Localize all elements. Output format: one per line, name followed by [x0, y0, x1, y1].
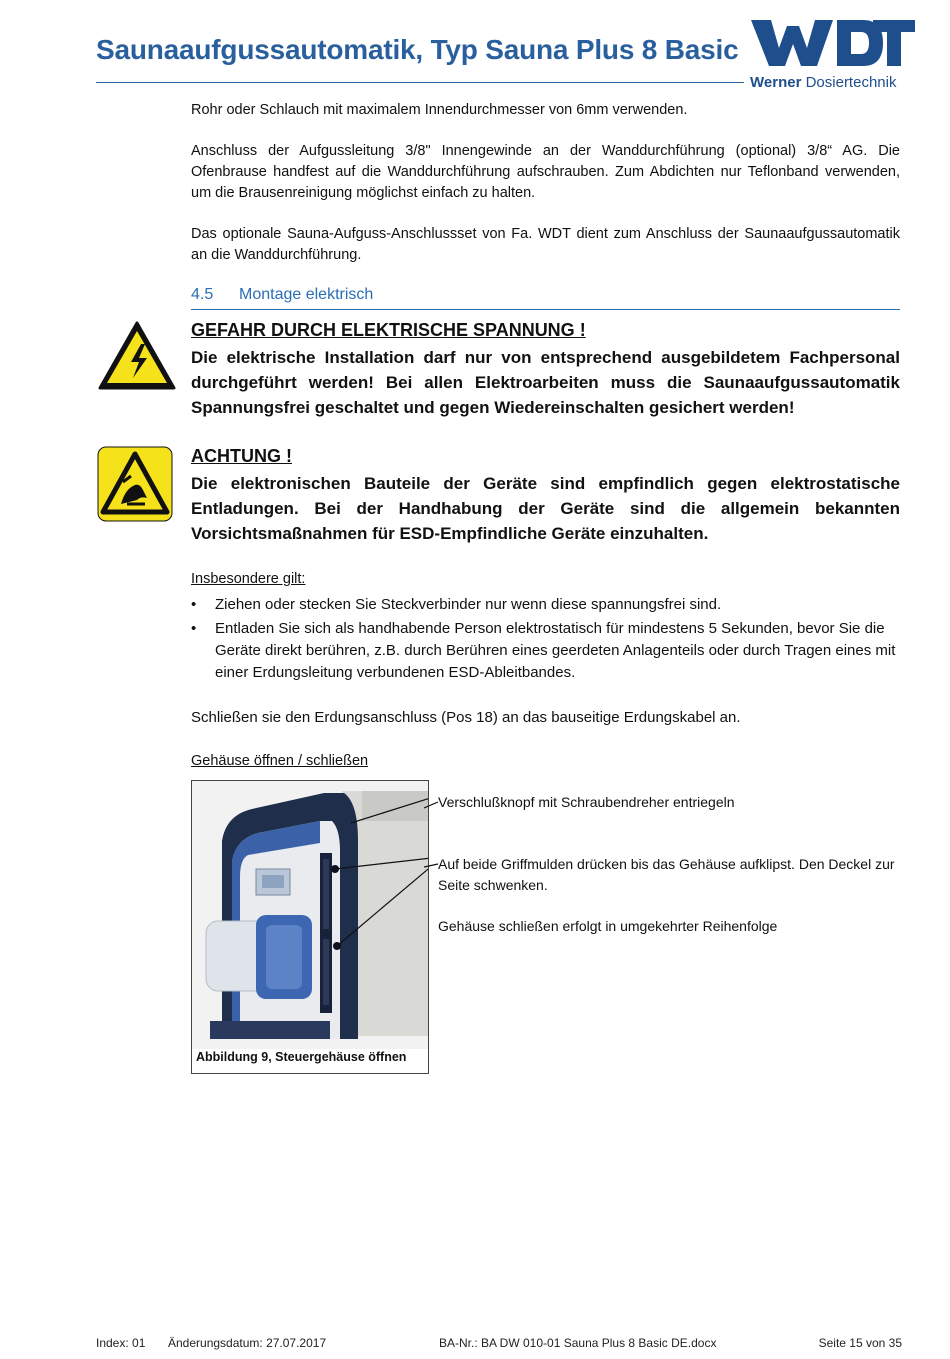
- caution-heading: ACHTUNG !: [191, 446, 292, 466]
- callout-unlock: Verschlußknopf mit Schraubendreher entriegeln: [438, 794, 735, 810]
- special-heading: Insbesondere gilt:: [191, 571, 306, 587]
- danger-text: Die elektrische Installation darf nur von entsprechend ausgebildetem Fachpersonal durchgeführt werden! Bei allen Elektroarbeiten muss die Saunaaufgussautomatik Spannungsfrei geschaltet und gegen Wiedereinschalten gesichert werden!: [191, 348, 900, 417]
- grounding-text: Schließen sie den Erdungsanschluss (Pos 18) an das bauseitige Erdungskabel an.: [191, 709, 741, 726]
- footer-page-number: Seite 15 von 35: [818, 1336, 902, 1350]
- callout-open: Auf beide Griffmulden drücken bis das Gehäuse aufklipst. Den Deckel zur Seite schwenken.: [438, 856, 895, 893]
- high-voltage-warning-icon: [97, 320, 177, 392]
- section-title: Montage elektrisch: [239, 286, 374, 303]
- danger-heading: GEFAHR DURCH ELEKTRISCHE SPANNUNG !: [191, 320, 586, 340]
- header-divider: [96, 82, 744, 83]
- figure-frame: [191, 780, 429, 1074]
- housing-heading: Gehäuse öffnen / schließen: [191, 753, 369, 769]
- figure-caption: Abbildung 9, Steuergehäuse öffnen: [196, 1050, 407, 1064]
- controller-housing-photo: [192, 781, 428, 1049]
- paragraph-connection-set: Das optionale Sauna-Aufguss-Anschlussset von Fa. WDT dient zum Anschluss der Saunaaufgussautomatik an die Wanddurchführung.: [191, 226, 900, 263]
- bullet-icon: •: [191, 620, 197, 637]
- page-title: Saunaaufgussautomatik, Typ Sauna Plus 8 Basic: [96, 34, 739, 65]
- caution-text: Die elektronischen Bauteile der Geräte sind empfindlich gegen elektrostatische Entladungen. Bei der Handhabung der Geräte sind die allgemein bekannten Vorsichtsmaßnahmen für ESD-Empfindliche Geräte einzuhalten.: [191, 474, 900, 543]
- footer-doc-number: BA-Nr.: BA DW 010-01 Sauna Plus 8 Basic DE.docx: [439, 1336, 717, 1350]
- footer-change-date: Änderungsdatum: 27.07.2017: [168, 1336, 327, 1350]
- paragraph-pipe: Rohr oder Schlauch mit maximalem Innendurchmesser von 6mm verwenden.: [191, 102, 688, 118]
- section-number: 4.5: [191, 286, 214, 303]
- section-heading: [191, 286, 373, 304]
- footer-index: Index: 01: [96, 1336, 146, 1350]
- paragraph-connection: Anschluss der Aufgussleitung 3/8" Innengewinde an der Wanddurchführung (optional) 3/8“ AG. Die Ofenbrause handfest auf die Wanddurchführung aufschrauben. Zum Abdichten nur Teflonband verwenden, um die Brausenreinigung möglichst einfach zu halten.: [191, 143, 900, 201]
- company-name: Werner Dosiertechnik: [750, 74, 897, 91]
- esd-warning-icon: [97, 446, 173, 522]
- section-divider: [191, 309, 900, 310]
- bullet-icon: •: [191, 596, 197, 613]
- callout-close: Gehäuse schließen erfolgt in umgekehrter Reihenfolge: [438, 918, 778, 934]
